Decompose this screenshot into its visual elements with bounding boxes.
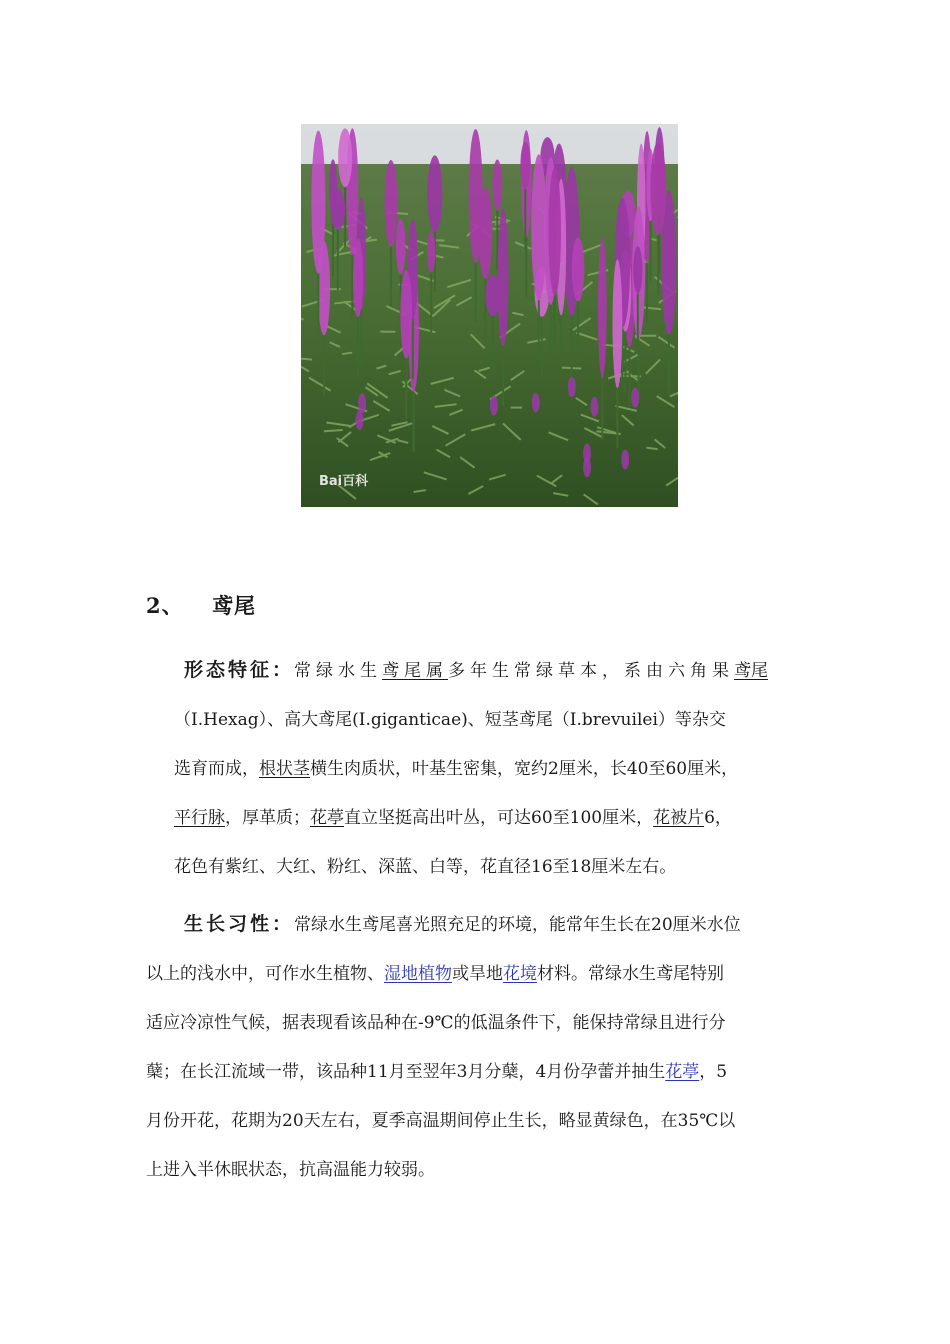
link-iris[interactable]: 鸢尾 [734, 661, 769, 681]
section-heading [146, 590, 256, 620]
purple-loosestrife-image [301, 124, 678, 507]
text-run: 多年生常绿草本，系由六角果 [448, 661, 735, 681]
section-number: 2、 [146, 593, 184, 618]
link-iris-genus[interactable]: 鸢尾属 [382, 661, 449, 681]
text-run: 常绿水生鸢尾喜光照充足的环境，能常年生长在20厘米水位 [294, 915, 741, 935]
text-run: 横生肉质状，叶基生密集，宽约2厘米，长40至60厘米， [310, 759, 739, 779]
link-flower-border[interactable]: 花境 [503, 964, 537, 984]
morphology-label: 形态特征： [184, 659, 295, 681]
text-run: ，厚革质； [225, 808, 310, 828]
text-line: 适应冷凉性气候，据表现看该品种在-9℃的低温条件下，能保持常绿且进行分 [146, 1013, 726, 1033]
link-wetland-plant[interactable]: 湿地植物 [384, 964, 452, 984]
text-run: 直立坚挺高出叶丛，可达60至100厘米， [344, 808, 654, 828]
text-run: 6， [704, 808, 732, 828]
text-line: 花色有紫红、大红、粉红、深蓝、白等，花直径16至18厘米左右。 [174, 857, 677, 877]
text-line: （I.Hexag）、高大鸢尾(I.giganticae)、短茎鸢尾（I.brevuilei）等杂交 [174, 710, 726, 730]
text-run: 常绿水生 [294, 661, 383, 681]
text-run: 材料。常绿水生鸢尾特别 [537, 964, 724, 984]
text-run: 选育而成， [174, 759, 259, 779]
link-rhizome[interactable]: 根状茎 [259, 759, 310, 779]
habit-label: 生长习性： [184, 913, 295, 935]
habit-paragraph [146, 900, 810, 1195]
text-run: 蘖；在长江流域一带，该品种11月至翌年3月分蘖，4月份孕蕾并抽生 [146, 1062, 666, 1082]
text-run: 以上的浅水中，可作水生植物、 [146, 964, 384, 984]
baidu-watermark: Bai百科 [319, 474, 369, 489]
link-scape[interactable]: 花葶 [665, 1062, 700, 1082]
link-scape[interactable]: 花葶 [310, 808, 344, 828]
link-parallel-vein[interactable]: 平行脉 [174, 808, 225, 828]
morphology-paragraph [174, 646, 834, 892]
section-title: 鸢尾 [212, 593, 256, 618]
text-line: 月份开花，花期为20天左右，夏季高温期间停止生长，略显黄绿色，在35℃以 [146, 1111, 736, 1131]
plant-photo [301, 124, 678, 507]
link-tepal[interactable]: 花被片 [653, 808, 705, 828]
text-run: ，5 [699, 1062, 728, 1082]
text-line: 上进入半休眠状态，抗高温能力较弱。 [146, 1160, 435, 1180]
text-run: 或旱地 [452, 964, 503, 984]
